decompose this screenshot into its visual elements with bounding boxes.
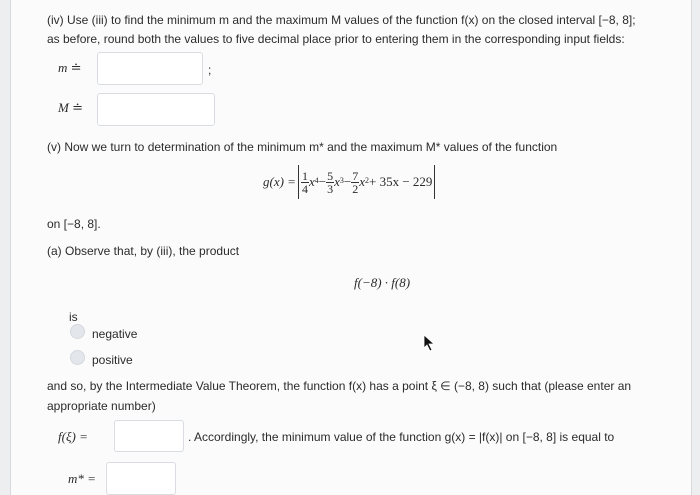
m-separator: ; bbox=[208, 63, 212, 77]
abs-bar-right bbox=[434, 165, 435, 199]
radio-negative[interactable] bbox=[70, 324, 85, 339]
M-label: M ≐ bbox=[58, 100, 83, 115]
mstar-label: m* = bbox=[68, 471, 96, 486]
fxi-input[interactable] bbox=[114, 420, 184, 452]
is-label: is bbox=[69, 310, 78, 324]
term2-exp: 3 bbox=[339, 175, 344, 185]
m-label: m ≐ bbox=[58, 60, 82, 75]
product-expression: f(−8) · f(8) bbox=[354, 275, 411, 290]
formula-lhs: g(x) = bbox=[263, 174, 296, 189]
abs-bar-left bbox=[298, 165, 299, 199]
interval-text: on [−8, 8]. bbox=[47, 217, 101, 231]
fxi-label: f(ξ) = bbox=[58, 429, 88, 444]
mstar-input[interactable] bbox=[106, 462, 176, 495]
q5-intro: (v) Now we turn to determination of the minimum m* and the maximum M* values of the function bbox=[47, 140, 558, 154]
term1-exp: 4 bbox=[314, 175, 319, 185]
question-page bbox=[10, 0, 692, 495]
frac-5-3: $\frac{5}{3}$ bbox=[327, 168, 334, 196]
ivt-line2: appropriate number) bbox=[47, 399, 156, 413]
option-positive-label[interactable]: positive bbox=[92, 353, 133, 367]
q4-instruction-line1: (iv) Use (iii) to find the minimum m and the maximum M values of the function f(x) on the closed interval [−8, 8]; bbox=[47, 13, 636, 27]
minus-2: − bbox=[343, 174, 352, 189]
frac-1-4: $\frac{1}{4}$ bbox=[301, 168, 308, 196]
part-a-text: (a) Observe that, by (iii), the product bbox=[47, 244, 240, 258]
g-formula bbox=[263, 160, 435, 204]
radio-positive[interactable] bbox=[70, 350, 85, 365]
mouse-pointer-icon bbox=[423, 334, 437, 352]
accordingly-text: . Accordingly, the minimum value of the function g(x) = |f(x)| on [−8, 8] is equal to bbox=[188, 430, 615, 444]
ivt-line1: and so, by the Intermediate Value Theorem, the function f(x) has a point ξ ∈ (−8, 8) such that (please enter an bbox=[47, 379, 632, 393]
minus-1: − bbox=[318, 174, 327, 189]
frac-7-2: $\frac{7}{2}$ bbox=[352, 168, 359, 196]
m-input[interactable] bbox=[97, 52, 203, 85]
term3-exp: 2 bbox=[364, 175, 369, 185]
q4-instruction-line2: as before, round both the values to five decimal place prior to entering them in the corresponding input fields: bbox=[47, 32, 625, 46]
term2-var: x bbox=[334, 174, 340, 189]
formula-tail: + 35x − 229 bbox=[368, 174, 433, 189]
M-input[interactable] bbox=[97, 93, 215, 126]
term3-var: x bbox=[359, 174, 365, 189]
term1-var: x bbox=[308, 174, 315, 189]
option-negative-label[interactable]: negative bbox=[92, 327, 138, 341]
